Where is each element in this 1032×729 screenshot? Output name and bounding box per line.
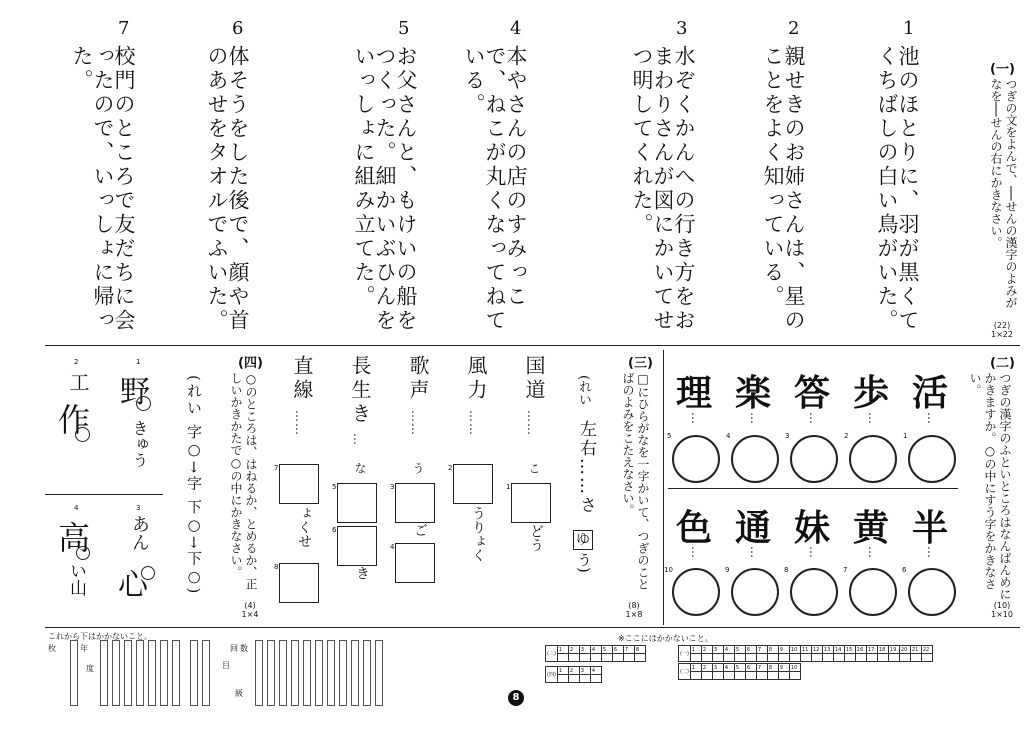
- sentence-4: 本やさんの店のすみっこで、ねこが丸くなってねている。: [462, 45, 528, 333]
- score-grid-2: [678, 663, 801, 680]
- section2-title: (二): [990, 356, 1015, 371]
- footer-label-kai: 回: [230, 644, 238, 653]
- mark-column: [70, 640, 78, 706]
- grid-label: (四): [546, 667, 558, 683]
- section3-pre-1: こ: [527, 462, 541, 474]
- grid-cell: 2: [568, 667, 579, 675]
- kanji-4: 楽: [735, 372, 772, 414]
- dots: …: [807, 412, 821, 425]
- section2-left-border: [663, 350, 664, 625]
- section4-score-total: (4): [244, 601, 256, 610]
- mark-column: [327, 640, 335, 706]
- mark-column: [172, 640, 180, 706]
- box-number-4: 4: [390, 543, 395, 551]
- section1-score-total: (22): [993, 321, 1011, 330]
- section3-answer-box-8[interactable]: [279, 563, 319, 603]
- mark-column: [136, 640, 144, 706]
- page-number-text: 8: [512, 692, 520, 703]
- kanji-10: 色: [676, 507, 713, 549]
- grid-cell: 3: [712, 646, 723, 654]
- section2-score-total: (10): [993, 601, 1011, 610]
- grid-cell: 4: [590, 667, 601, 675]
- circle-number-2: 2: [844, 432, 849, 440]
- grid-cell: 2: [701, 646, 712, 654]
- grid-cell: 3: [579, 646, 590, 654]
- footer-label-nen: 年: [80, 644, 88, 653]
- circle-number-7: 7: [843, 566, 848, 574]
- section4-title: (四): [238, 356, 263, 371]
- section3-post-1: どう: [528, 524, 544, 552]
- score-grid-1: [678, 645, 933, 662]
- dots: ……: [525, 410, 539, 436]
- box-number-6: 6: [332, 526, 337, 534]
- mark-column: [124, 640, 132, 706]
- sentence-number-5: 5: [398, 18, 410, 39]
- grid-cell: 7: [756, 646, 767, 654]
- section3-post-4: き: [354, 566, 370, 580]
- mark-column: [375, 640, 383, 706]
- grid-cell: 8: [767, 646, 778, 654]
- footer-label-mai: 枚: [48, 644, 56, 653]
- grid-label: (一): [679, 646, 691, 662]
- section4-number-4: 4: [74, 504, 79, 512]
- circle-number-4: 4: [726, 432, 731, 440]
- box-number-1: 1: [506, 483, 511, 491]
- grid-cell: 13: [822, 646, 833, 654]
- section4-mark-circle-2[interactable]: [75, 427, 90, 442]
- grid-cell: 2: [701, 664, 712, 672]
- grid-cell: 8: [767, 664, 778, 672]
- no-write-left: これから下はかかないこと。: [48, 632, 152, 641]
- grid-cell: 1: [690, 664, 701, 672]
- section4-number-1: 1: [136, 358, 141, 366]
- grid-cell: 6: [745, 664, 756, 672]
- mark-column: [148, 640, 156, 706]
- sentence-2: 親せきのお姉さんは、星のことをよく知っている。: [761, 45, 806, 333]
- footer-label-kyu: 級: [235, 689, 243, 698]
- section4-mark-circle-3[interactable]: [141, 566, 155, 580]
- no-write-center: ※ここにはかかないこと。: [618, 634, 713, 643]
- mark-column: [351, 640, 359, 706]
- section4-mark-circle-1[interactable]: [136, 396, 151, 411]
- answer-circle-6[interactable]: [908, 568, 956, 616]
- box-number-8: 8: [274, 563, 279, 571]
- section4-kanji-4: 高: [58, 519, 91, 557]
- section3-word-5: 直線: [290, 355, 314, 403]
- section3-title: (三): [628, 356, 653, 371]
- section2-instructions: つぎの漢字のふといところはなんばんめにかきますか。○の中にすう字をかきなさい。: [968, 372, 1012, 600]
- section2-row-divider: [668, 488, 958, 489]
- grid-cell: 5: [734, 646, 745, 654]
- section4-reading-3: あん: [129, 515, 150, 551]
- dots: ……: [467, 410, 481, 436]
- grid-cell: 15: [844, 646, 855, 654]
- box-number-7: 7: [274, 464, 279, 472]
- section3-example-word: 左右……さ: [576, 420, 596, 515]
- mark-column: [255, 640, 263, 706]
- grid-cell: 10: [789, 664, 800, 672]
- answer-circle-8[interactable]: [790, 568, 838, 616]
- footer-label-kazu: 数: [240, 644, 248, 653]
- dots: ……: [293, 410, 307, 436]
- mark-column: [339, 640, 347, 706]
- circle-number-1: 1: [903, 432, 908, 440]
- grid-cell: 3: [579, 667, 590, 675]
- section3-pre-4: な: [353, 462, 367, 474]
- section4-kanji-2: 作: [58, 401, 91, 439]
- grid-cell: 6: [612, 646, 623, 654]
- circle-number-6: 6: [902, 566, 907, 574]
- grid-cell: 1: [557, 667, 568, 675]
- kanji-1: 活: [912, 372, 949, 414]
- section1-score: [988, 322, 1016, 340]
- dots: …: [689, 412, 703, 425]
- kanji-8: 妹: [794, 507, 831, 549]
- dots: ……: [409, 410, 423, 436]
- grid-cell: 4: [723, 664, 734, 672]
- section4-reading-4: い山: [66, 562, 86, 596]
- sentence-number-6: 6: [232, 18, 244, 39]
- grid-cell: 16: [855, 646, 866, 654]
- answer-circle-5[interactable]: [672, 435, 720, 483]
- kanji-3: 答: [794, 372, 831, 414]
- grid-cell: 10: [789, 646, 800, 654]
- dots: …: [351, 433, 365, 446]
- section3-example-label: (れい: [576, 375, 591, 407]
- dots: …: [925, 412, 939, 425]
- kanji-9: 通: [735, 507, 772, 549]
- sentence-number-3: 3: [676, 18, 688, 39]
- dots: …: [689, 546, 703, 559]
- sentence-number-4: 4: [510, 18, 522, 39]
- dots: …: [748, 412, 762, 425]
- kanji-7: 黄: [853, 507, 890, 549]
- section3-instructions: □にひらがなを一字かいて、つぎのことばのよみをこたえなさい。: [621, 372, 650, 590]
- mark-column: [315, 640, 323, 706]
- page-number: [508, 690, 524, 706]
- circle-number-3: 3: [785, 432, 790, 440]
- kanji-6: 半: [912, 507, 949, 549]
- grid-cell: 4: [590, 646, 601, 654]
- grid-cell: 1: [690, 646, 701, 654]
- grid-cell: 7: [756, 664, 767, 672]
- section3-answer-box-6[interactable]: [337, 526, 377, 566]
- section-divider: [45, 345, 1020, 346]
- section3-word-3: 歌声: [406, 355, 430, 403]
- dots: …: [866, 412, 880, 425]
- sentence-number-7: 7: [118, 18, 130, 39]
- score-grid-4: [545, 666, 602, 683]
- grid-cell: 5: [734, 664, 745, 672]
- section3-score-unit: 1×8: [625, 609, 643, 619]
- section3-word-1: 国道: [522, 355, 546, 403]
- section3-answer-box-2[interactable]: [453, 464, 493, 504]
- section1-title: (一): [990, 62, 1015, 77]
- section3-example-box: [573, 530, 593, 550]
- grid-cell: 11: [800, 646, 811, 654]
- section3-score-total: (8): [628, 601, 640, 610]
- mark-column: [160, 640, 168, 706]
- dots: …: [866, 546, 880, 559]
- section4-kanji-1: 野: [120, 375, 150, 410]
- answer-circle-2[interactable]: [849, 435, 897, 483]
- box-number-3: 3: [390, 483, 395, 491]
- answer-circle-7[interactable]: [849, 568, 897, 616]
- answer-circle-4[interactable]: [731, 435, 779, 483]
- section4-mark-circle-4[interactable]: [76, 546, 90, 560]
- sentence-6: 体そうをした後で、顔や首のあせをタオルでふいた。: [205, 45, 250, 333]
- grid-cell: 4: [723, 646, 734, 654]
- mark-column: [190, 640, 198, 706]
- score-grid-3: [545, 645, 646, 662]
- grid-cell: 1: [557, 646, 568, 654]
- section2-score-unit: 1×10: [991, 609, 1013, 619]
- section3-word-4: 長生き: [348, 355, 372, 427]
- grid-cell: 18: [877, 646, 888, 654]
- answer-circle-10[interactable]: [672, 568, 720, 616]
- section4-example: (れい 字○→字 下○→下○): [185, 375, 203, 596]
- section4-reading-1: きゅう: [130, 420, 149, 468]
- section3-score: [620, 602, 648, 620]
- section3-post-3: ご: [412, 523, 428, 537]
- box-number-5: 5: [332, 483, 337, 491]
- section4-reading-2: 工: [66, 372, 90, 392]
- section1-instructions: つぎの文をよんで、──せんの漢字のよみがなを──せんの右にかきなさい。: [989, 78, 1018, 309]
- kanji-5: 理: [676, 372, 713, 414]
- answer-circle-9[interactable]: [731, 568, 779, 616]
- section4-score: [236, 602, 264, 620]
- section3-post-2: うりょく: [470, 506, 486, 562]
- circle-number-9: 9: [725, 566, 730, 574]
- grid-cell: 2: [568, 646, 579, 654]
- section3-word-2: 風力: [464, 355, 488, 403]
- section2-score: [988, 602, 1016, 620]
- grid-cell: 8: [634, 646, 645, 654]
- mark-column: [100, 640, 108, 706]
- sentence-1: 池のほとりに、羽が黒くてくちばしの白い鳥がいた。: [875, 45, 920, 333]
- grid-cell: 9: [778, 646, 789, 654]
- mark-column: [291, 640, 299, 706]
- grid-cell: 12: [811, 646, 822, 654]
- section4-number-3: 3: [136, 504, 141, 512]
- sentence-5: お父さんと、もけいの船をつくった。細かいぶひんをいっしょに組み立てた。: [352, 45, 418, 333]
- box-number-2: 2: [448, 464, 453, 472]
- section4-instructions: ○のところは、はねるか、とめるか、正しいかきかたで○の中にかきなさい。: [229, 372, 258, 590]
- section4-divider: [45, 494, 163, 495]
- grid-cell: 9: [778, 664, 789, 672]
- grid-cell: 5: [601, 646, 612, 654]
- grid-cell: 21: [910, 646, 921, 654]
- grid-label: (三): [546, 646, 558, 662]
- footer-label-me: 目: [222, 661, 230, 670]
- section3-pre-3: う: [411, 462, 425, 474]
- section3-example-tail: う): [575, 552, 593, 573]
- circle-number-8: 8: [784, 566, 789, 574]
- mark-column: [363, 640, 371, 706]
- mark-column: [202, 640, 210, 706]
- grid-cell: 20: [899, 646, 910, 654]
- section3-answer-box-3[interactable]: [395, 483, 435, 523]
- grid-cell: 6: [745, 646, 756, 654]
- grid-cell: 14: [833, 646, 844, 654]
- circle-number-10: 10: [664, 566, 673, 574]
- mark-column: [303, 640, 311, 706]
- sentence-number-2: 2: [788, 18, 800, 39]
- sentence-number-1: 1: [903, 18, 915, 39]
- dots: …: [807, 546, 821, 559]
- sentence-7: 校門のところで友だちに会ったので、いっしょに帰った。: [70, 45, 136, 333]
- kanji-2: 歩: [853, 372, 890, 414]
- dots: …: [748, 546, 762, 559]
- sentence-3: 水ぞくかんへの行き方をおまわりさんが図にかいてせつ明してくれた。: [630, 45, 696, 333]
- answer-circle-1[interactable]: [908, 435, 956, 483]
- section1-score-unit: 1×22: [991, 329, 1013, 339]
- mark-column: [112, 640, 120, 706]
- grid-cell: 22: [921, 646, 932, 654]
- circle-number-5: 5: [667, 432, 672, 440]
- section3-post-5: ょくせ: [296, 506, 312, 548]
- section4-number-2: 2: [74, 358, 79, 366]
- section3-example-box-text: ゆ: [576, 532, 590, 548]
- mark-column: [279, 640, 287, 706]
- footer-divider: [45, 627, 1020, 628]
- grid-cell: 19: [888, 646, 899, 654]
- section3-answer-box-1[interactable]: [511, 483, 551, 523]
- section3-answer-box-4[interactable]: [395, 543, 435, 583]
- answer-circle-3[interactable]: [790, 435, 838, 483]
- section4-score-unit: 1×4: [241, 609, 259, 619]
- grid-cell: 7: [623, 646, 634, 654]
- section3-answer-box-5[interactable]: [337, 483, 377, 523]
- section3-answer-box-7[interactable]: [279, 464, 319, 504]
- mark-column: [267, 640, 275, 706]
- dots: …: [925, 546, 939, 559]
- grid-cell: 17: [866, 646, 877, 654]
- section4-kanji-3: 心: [118, 568, 148, 603]
- footer-label-do: 度: [86, 664, 94, 673]
- grid-cell: 3: [712, 664, 723, 672]
- grid-label: (二): [679, 664, 691, 680]
